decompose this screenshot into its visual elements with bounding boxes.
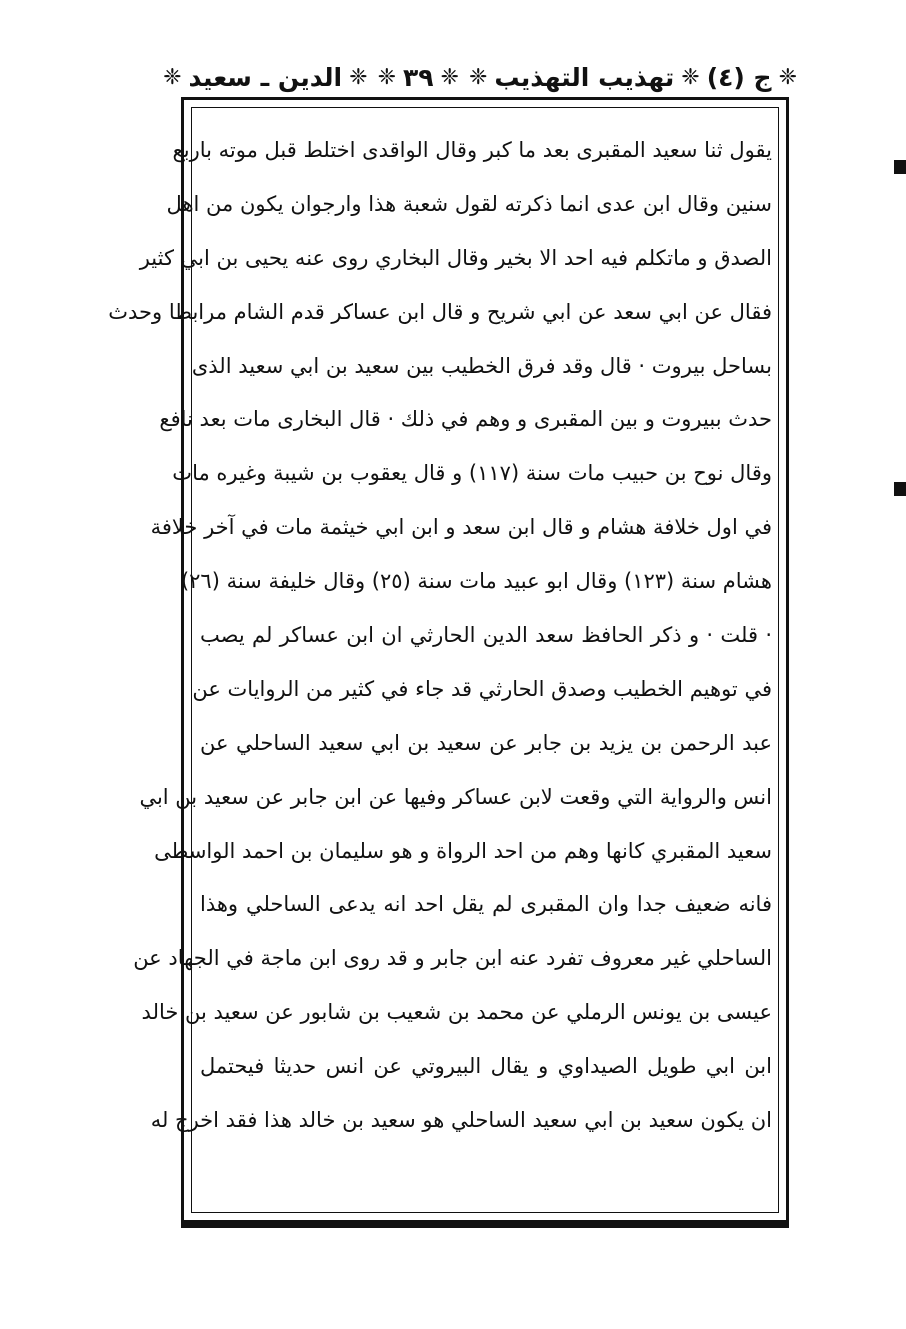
- text-line: الصدق و ماتكلم فيه احد الا بخير وقال البخاري روى عنه يحيى بن ابي كثير: [139, 245, 772, 270]
- text-line: ابن ابي طويل الصيداوي و يقال البيروتي عن انس حديثا فيحتمل: [200, 1054, 772, 1079]
- text-line: هشام سنة (١٢٣) وقال ابو عبيد مات سنة (٢٥) وقال خليفة سنة (٢٦): [180, 569, 772, 594]
- text-line: ان يكون سعيد بن ابي سعيد الساحلي هو سعيد بن خالد هذا فقد اخرج له: [150, 1108, 772, 1133]
- text-line: حدث ببيروت و بين المقبرى و وهم في ذلك · قال البخارى مات بعد نافع: [159, 407, 772, 432]
- ornament-icon: ❈: [440, 64, 459, 90]
- book-title: تهذيب التهذيب: [494, 62, 675, 92]
- text-line: بساحل بيروت · قال وقد فرق الخطيب بين سعيد بن ابي سعيد الذى: [191, 353, 772, 378]
- ornament-icon: ❈: [377, 64, 396, 90]
- page-number: ٣٩: [403, 62, 434, 92]
- text-line: يقول ثنا سعيد المقبرى بعد ما كبر وقال الواقدى اختلط قبل موته باربع: [172, 138, 772, 162]
- text-line: سنين وقال ابن عدى انما ذكرته لقول شعبة هذا وارجوان يكون من اهل: [166, 191, 772, 216]
- text-line: الساحلي غير معروف تفرد عنه ابن جابر و قد روى ابن ماجة في الجهاد عن: [133, 946, 772, 971]
- text-line: · قلت · و ذكر الحافظ سعد الدين الحارثي ان ابن عساكر لم يصب: [200, 623, 772, 648]
- volume-label: ج (٤): [706, 62, 772, 92]
- body-text: [108, 124, 772, 1148]
- frame-bottom-rule: [181, 1223, 789, 1228]
- text-line: انس والرواية التي وقعت لابن عساكر وفيها عن ابن جابر عن سعيد بن ابي: [139, 784, 772, 809]
- section-title: الدين ـ سعيد: [188, 62, 343, 92]
- page-header: [160, 52, 800, 102]
- text-line: عبد الرحمن بن يزيد بن جابر عن سعيد بن ابي سعيد الساحلي عن: [200, 730, 772, 755]
- text-line: في توهيم الخطيب وصدق الحارثي قد جاء في كثير من الروايات عن: [192, 676, 772, 701]
- text-line: فانه ضعيف جدا وان المقبرى لم يقل احد انه يدعى الساحلي وهذا: [200, 892, 772, 917]
- text-line: في اول خلافة هشام و قال ابن سعد و ابن ابي خيثمة مات في آخر خلافة: [150, 515, 772, 540]
- text-line: وقال نوح بن حبيب مات سنة (١١٧) و قال يعقوب بن شيبة وغيره مات: [172, 461, 772, 486]
- text-line: فقال عن ابي سعد عن ابي شريح و قال ابن عساكر قدم الشام مرابطا وحدث: [108, 299, 772, 324]
- text-line: سعيد المقبري كانها وهم من احد الرواة و هو سليمان بن احمد الواسطى: [154, 838, 772, 863]
- ornament-icon: ❈: [163, 64, 182, 90]
- ornament-icon: ❈: [681, 64, 700, 90]
- ornament-icon: ❈: [778, 64, 797, 90]
- margin-mark: [894, 482, 906, 496]
- ornament-icon: ❈: [349, 64, 368, 90]
- ornament-icon: ❈: [468, 64, 488, 90]
- margin-mark: [894, 160, 906, 174]
- text-line: عيسى بن يونس الرملي عن محمد بن شعيب بن شابور عن سعيد بن خالد: [141, 1000, 772, 1025]
